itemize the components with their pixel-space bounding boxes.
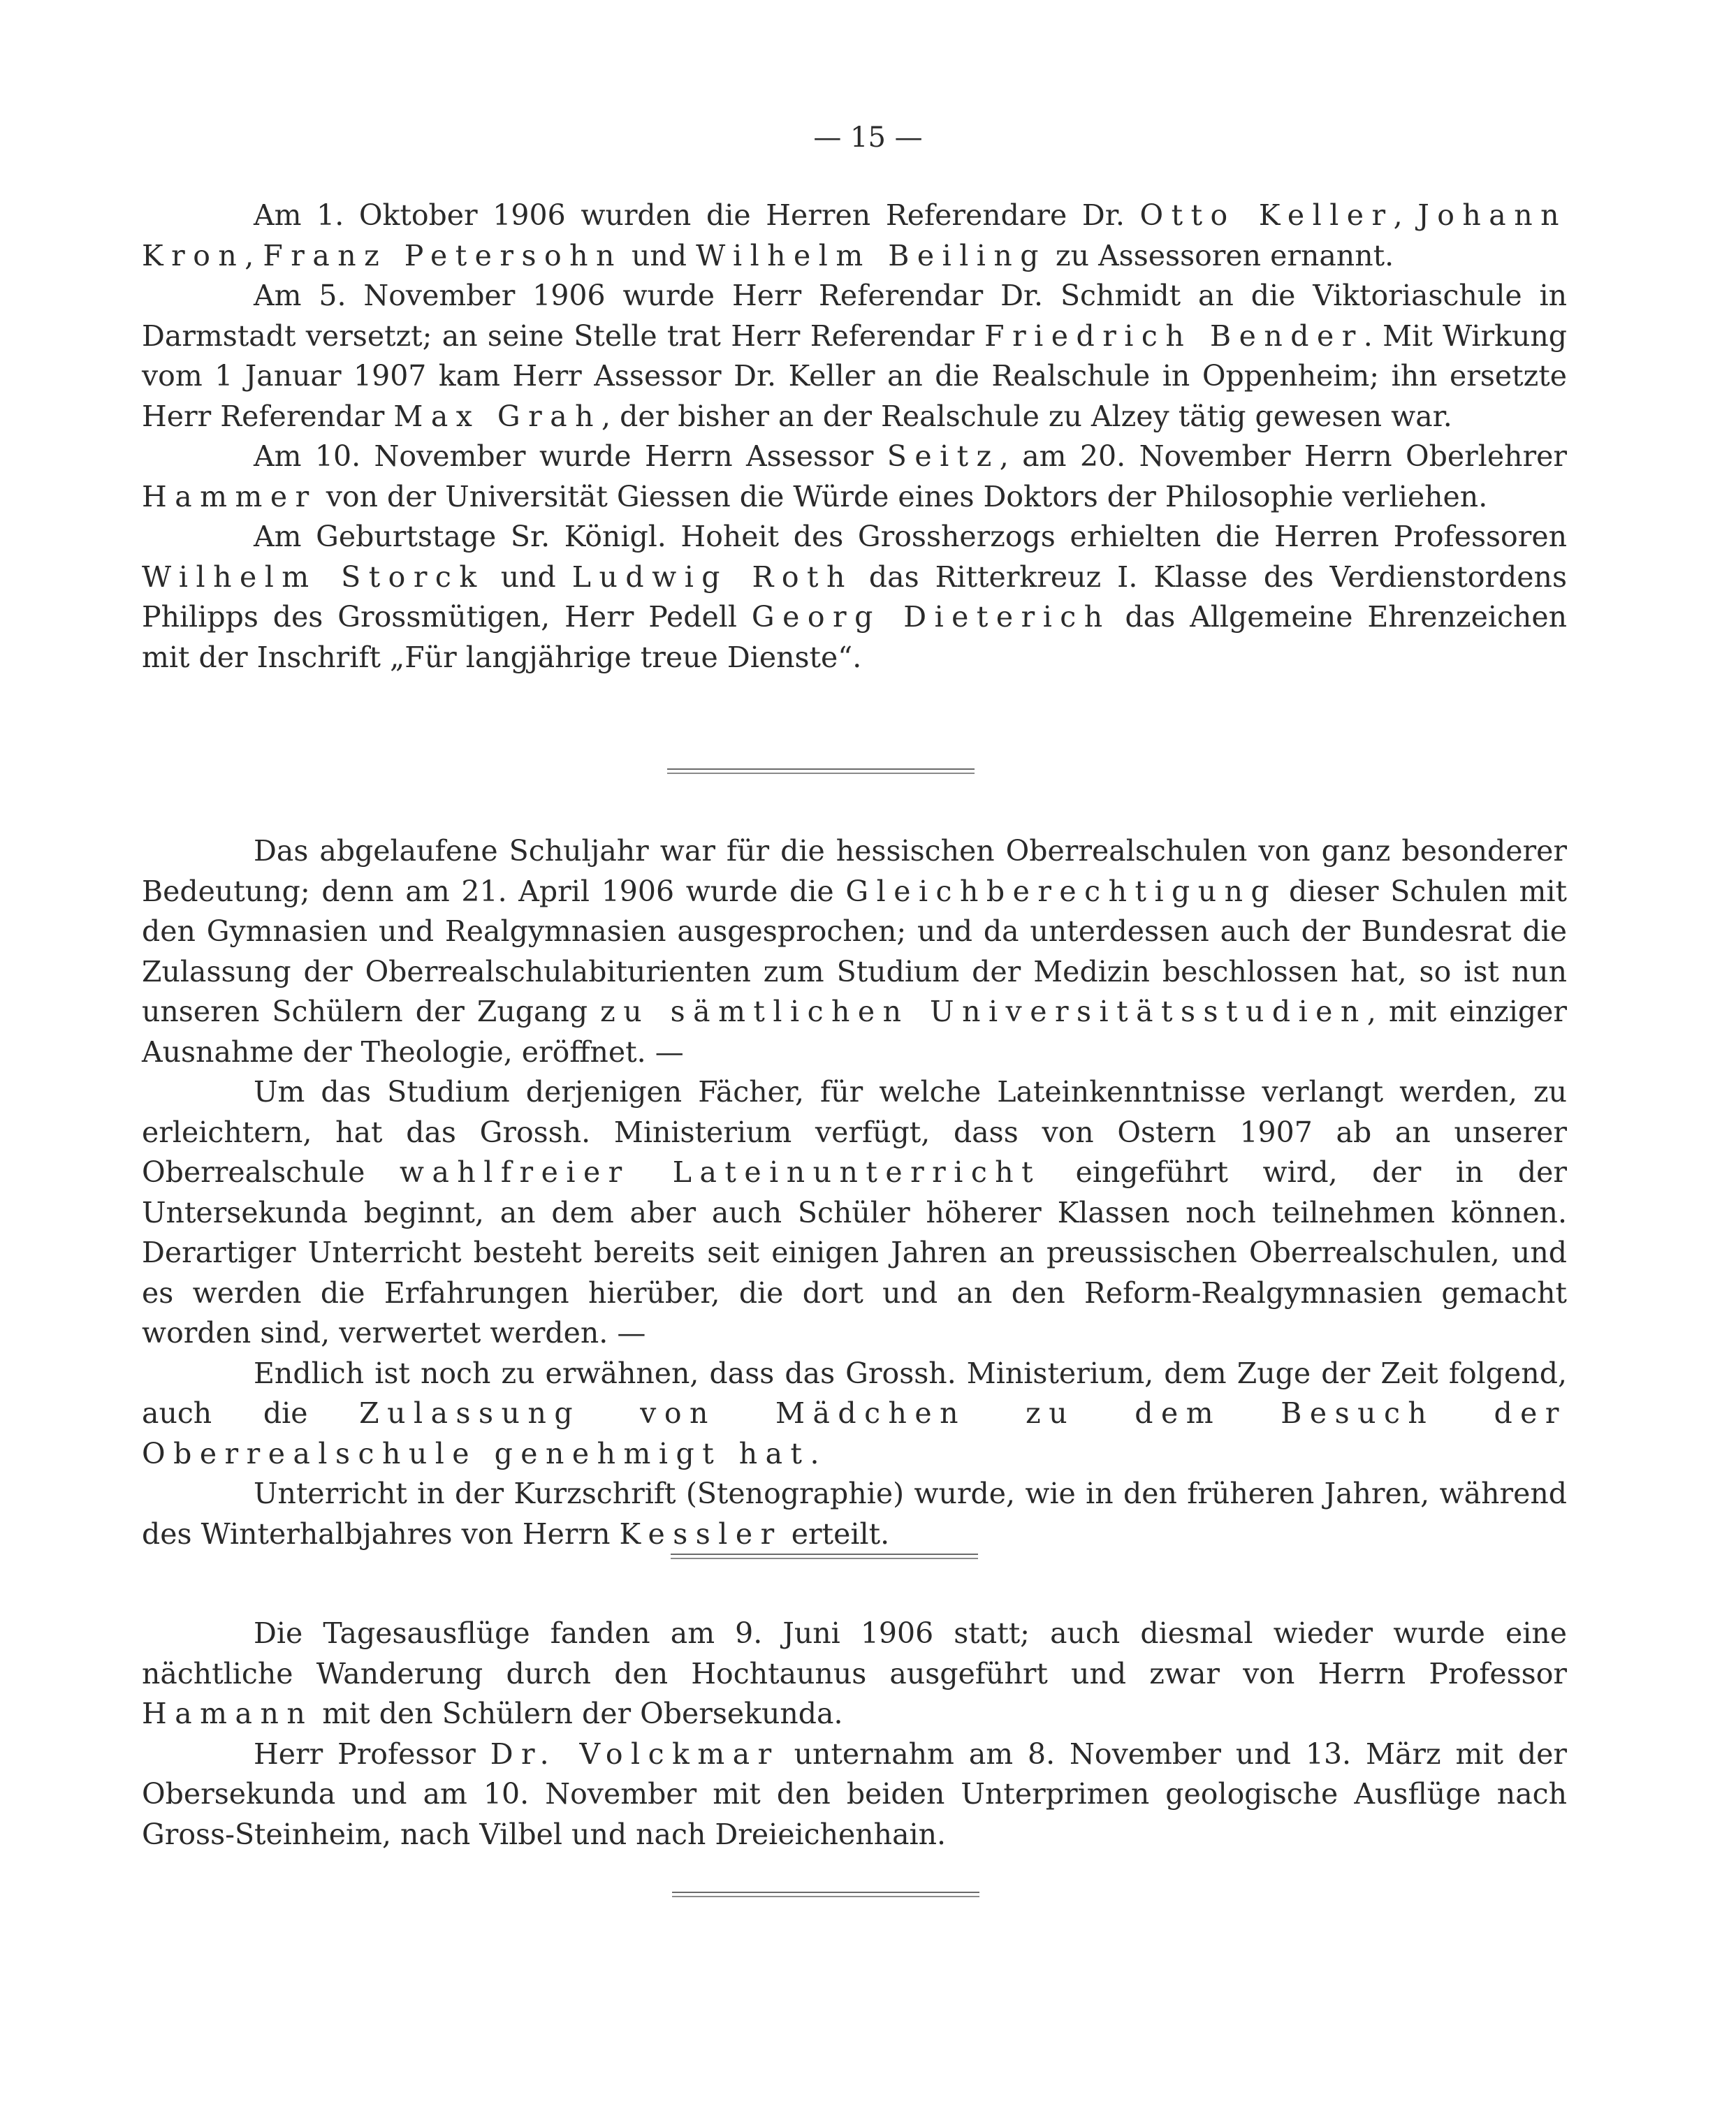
page-number: — 15 —	[813, 122, 923, 154]
name-johann-kron: Johann Kron	[142, 198, 1567, 272]
paragraph-doctorates: Am 10. November wurde Herrn Assessor Seitz, am 20. November Herrn Oberlehrer Hammer von der Universität Giessen die Würde eines Doktors der Philosophie verliehen.	[142, 439, 1567, 513]
name-ludwig-roth: Ludwig Roth	[571, 560, 853, 594]
term-universitaetsstudien: zu sämtlichen Universitätsstudien	[600, 995, 1367, 1028]
name-hamann: Hamann	[142, 1697, 314, 1730]
paragraph-day-trips: Die Tagesausflüge fanden am 9. Juni 1906 statt; auch diesmal wieder wurde eine nächtliche Wanderung durch den Hochtaunus ausgeführt und zwar von Herrn Professor Hamann mit den Schülern der Obersekunda.	[142, 1616, 1567, 1730]
paragraph-assessors: Am 1. Oktober 1906 wurden die Herren Referendare Dr. Otto Keller, Johann Kron, Franz Petersohn und Wilhelm Beiling zu Assessoren ernannt.	[142, 198, 1567, 272]
paragraph-girls-admission: Endlich ist noch zu erwähnen, dass das Grossh. Ministerium, dem Zuge der Zeit folgend, auch die Zulassung von Mädchen zu dem Besuch der Oberrealschule genehmigt hat.	[142, 1356, 1567, 1470]
term-lateinunterricht: wahlfreier Lateinunterricht	[399, 1155, 1042, 1189]
paragraph-stenography: Unterricht in der Kurzschrift (Stenographie) wurde, wie in den früheren Jahren, während des Winterhalbjahres von Herrn Kessler erteilt.	[142, 1477, 1567, 1551]
name-volckmar: Dr. Volckmar	[490, 1737, 780, 1771]
name-wilhelm-storck: Wilhelm Storck	[142, 560, 485, 594]
name-wilhelm-beiling: Wilhelm Beiling	[696, 238, 1046, 272]
term-zulassung-maedchen: Zulassung von Mädchen zu dem Besuch der Oberrealschule genehmigt hat	[142, 1396, 1567, 1470]
term-gleichberechtigung: Gleichberechtigung	[845, 874, 1278, 908]
paragraph-equal-rights: Das abgelaufene Schuljahr war für die hessischen Oberrealschulen von ganz besonderer Bedeutung; denn am 21. April 1906 wurde die Gleichberechtigung dieser Schulen mit den Gymnasien und Realgymnasien ausgesprochen; und da unterdessen auch der Bundesrat die Zulassung der Oberrealschulabiturienten zum Studium der Medizin beschlossen hat, so ist nun unseren Schülern der Zugang zu sämtlichen Universitätsstudien, mit einziger Ausnahme der Theologie, eröffnet. —	[142, 834, 1568, 1069]
name-franz-petersohn: Franz Petersohn	[263, 238, 622, 272]
name-seitz: Seitz	[887, 439, 1000, 473]
name-max-grah: Max Grah	[393, 399, 602, 433]
paragraph-transfers: Am 5. November 1906 wurde Herr Referendar Dr. Schmidt an die Viktoriaschule in Darmstadt versetzt; an seine Stelle trat Herr Referendar Friedrich Bender. Mit Wirkung vom 1 Januar 1907 kam Herr Assessor Dr. Keller an die Realschule in Oppenheim; ihn ersetzte Herr Referendar Max Grah, der bisher an der Realschule zu Alzey tätig gewesen war.	[142, 279, 1568, 433]
section-school-year	[142, 831, 1567, 1554]
name-kessler: Kessler	[619, 1517, 782, 1551]
paragraph-honors: Am Geburtstage Sr. Königl. Hoheit des Grossherzogs erhielten die Herren Professoren Wilhelm Storck und Ludwig Roth das Ritterkreuz I. Klasse des Verdienstordens Philipps des Grossmütigen, Herr Pedell Georg Dieterich das Allgemeine Ehrenzeichen mit der Inschrift „Für langjährige treue Dienste“.	[142, 520, 1567, 674]
section-divider	[667, 768, 975, 775]
name-hammer: Hammer	[142, 479, 317, 513]
paragraph-latin: Um das Studium derjenigen Fächer, für welche Lateinkenntnisse verlangt werden, zu erleichtern, hat das Grossh. Ministerium verfügt, dass von Ostern 1907 ab an unserer Oberrealschule wahlfreier Lateinunterricht eingeführt wird, der in der Untersekunda beginnt, an dem aber auch Schüler höherer Klassen noch teilnehmen können. Derartiger Unterricht besteht bereits seit einigen Jahren an preussischen Oberrealschulen, und es werden die Erfahrungen hierüber, die dort und an den Reform-Realgymnasien gemacht worden sind, verwertet werden. —	[142, 1075, 1568, 1350]
paragraph-geological-trips: Herr Professor Dr. Volckmar unternahm am 8. November und 13. März mit der Obersekunda und am 10. November mit den beiden Unterprimen geologische Ausflüge nach Gross-Steinheim, nach Vilbel und nach Dreieichenhain.	[142, 1737, 1567, 1851]
section-personnel	[142, 196, 1567, 678]
name-georg-dieterich: Georg Dieterich	[751, 600, 1111, 634]
name-friedrich-bender: Friedrich Bender	[984, 319, 1364, 353]
name-otto-keller: Otto Keller	[1139, 198, 1394, 232]
section-divider	[671, 1554, 978, 1561]
section-divider	[672, 1892, 979, 1899]
section-excursions	[142, 1614, 1567, 1855]
